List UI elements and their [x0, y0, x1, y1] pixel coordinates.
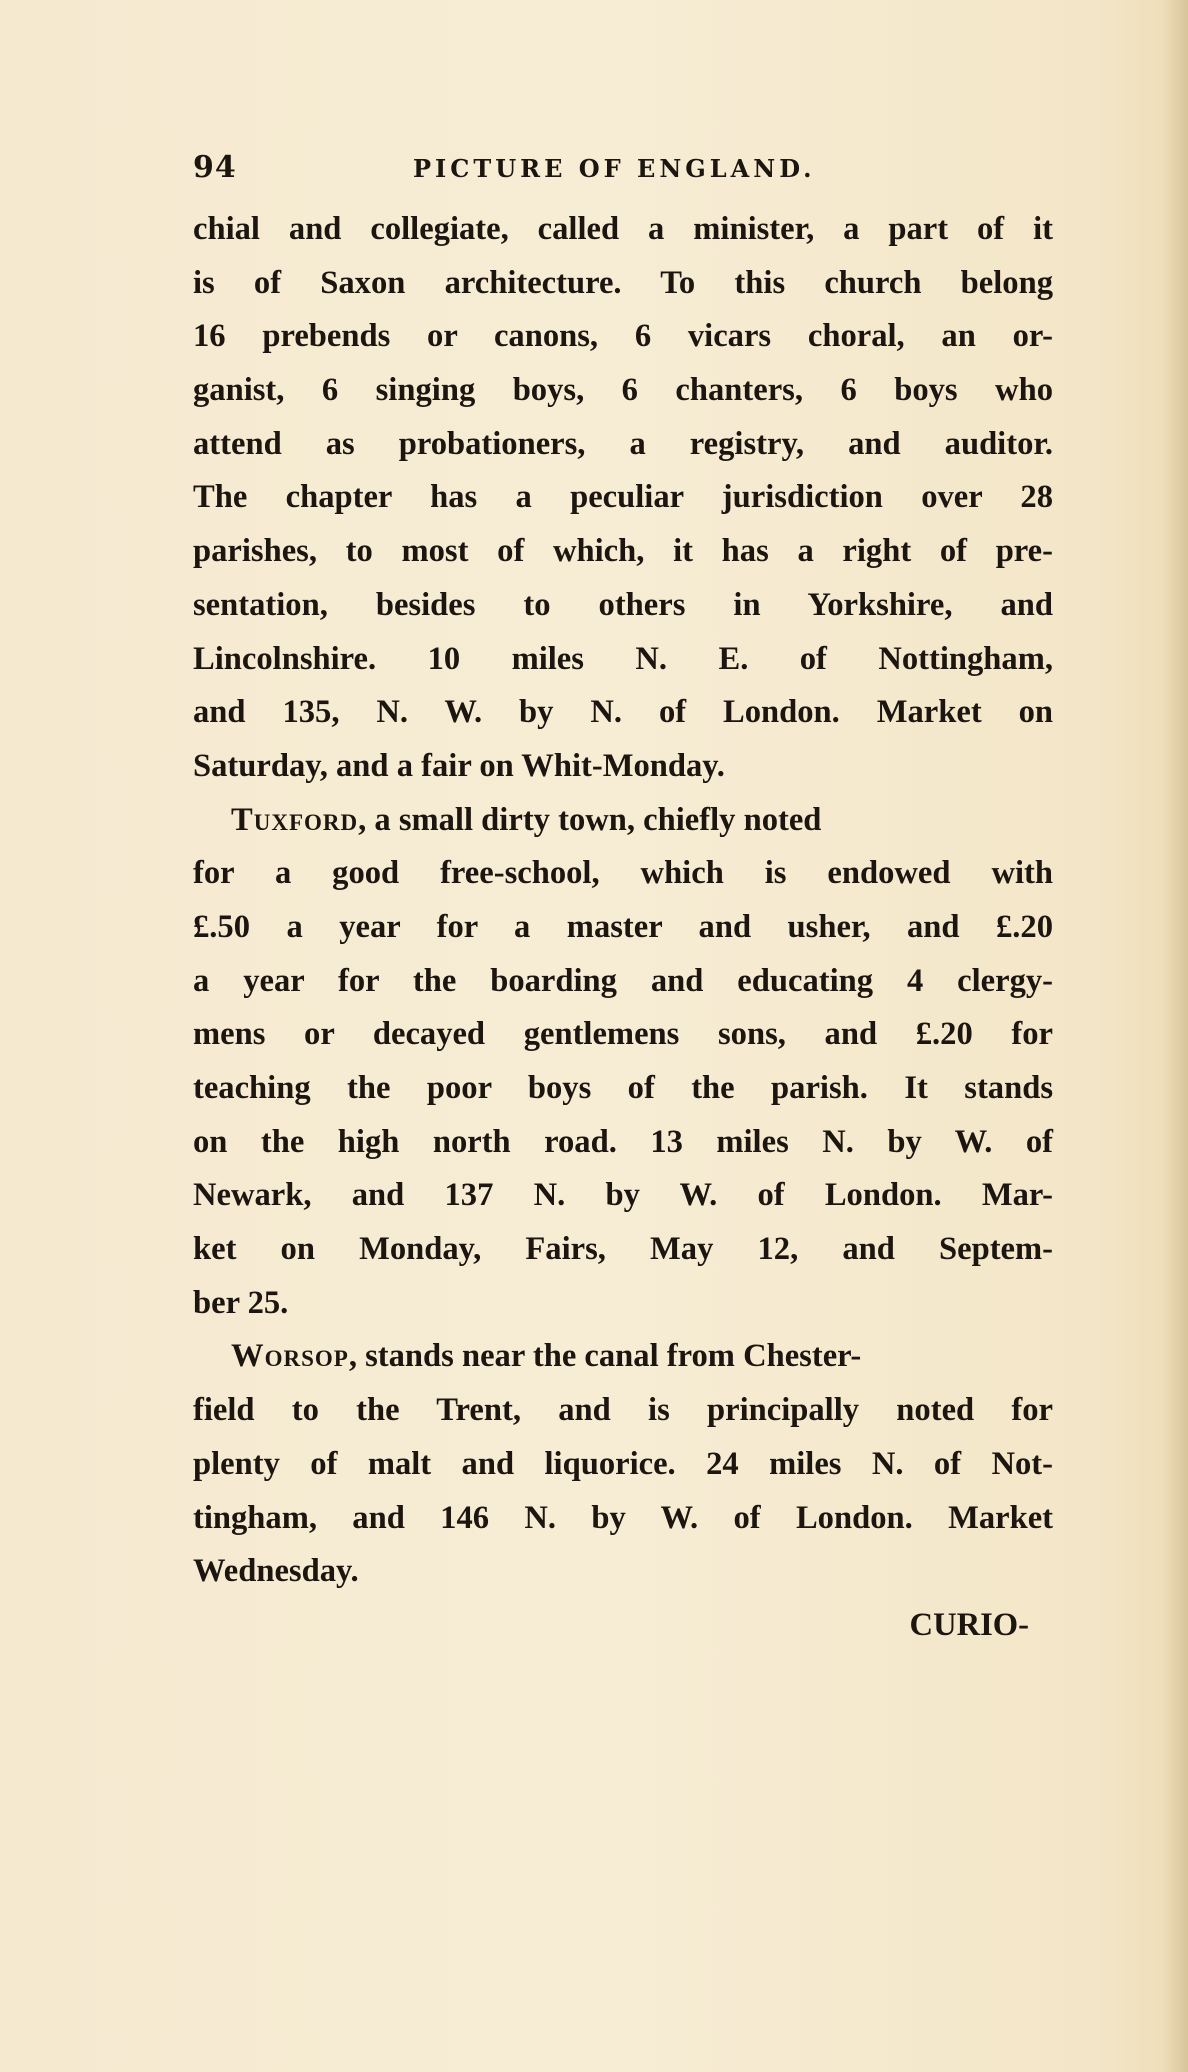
text-line: £.50 a year for a master and usher, and £.20 [193, 908, 1053, 945]
text-line: attend as probationers, a registry, and auditor. [193, 425, 1053, 462]
text-line: ganist, 6 singing boys, 6 chanters, 6 boys who [193, 372, 1053, 409]
text-line-last: Saturday, and a fair on Whit-Monday. [193, 747, 725, 784]
text-line: Lincolnshire. 10 miles N. E. of Nottingham, [193, 640, 1053, 677]
text-line: sentation, besides to others in Yorkshire, and [193, 586, 1053, 623]
text-line: for a good free-school, which is endowed with [193, 855, 1053, 892]
text-line: tingham, and 146 N. by W. of London. Market [193, 1499, 1053, 1536]
text-line: a year for the boarding and educating 4 clergy- [193, 962, 1053, 999]
text-line: is of Saxon architecture. To this church belong [193, 264, 1053, 301]
text-line: and 135, N. W. by N. of London. Market on [193, 694, 1053, 731]
page-body [193, 203, 1053, 1653]
entry-tuxford-first-text: , a small dirty town, chiefly noted [358, 801, 822, 838]
entry-worsop-first-text: , stands near the canal from Chester- [348, 1338, 862, 1375]
text-line: ket on Monday, Fairs, May 12, and Septem- [193, 1231, 1053, 1268]
text-line: plenty of malt and liquorice. 24 miles N. of Not- [193, 1445, 1053, 1482]
entry-name-tuxford: Tuxford [231, 801, 359, 838]
text-line: on the high north road. 13 miles N. by W. of [193, 1123, 1053, 1160]
text-line: field to the Trent, and is principally noted for [193, 1392, 1053, 1429]
page-edge-shadow [1162, 0, 1188, 2072]
catchword: CURIO- [909, 1606, 1029, 1643]
entry-name-worsop: Worsop [231, 1338, 349, 1375]
running-head: PICTURE OF ENGLAND. [413, 154, 816, 183]
page-header [193, 150, 1053, 190]
entry-worsop-first-line [193, 1330, 1053, 1384]
page-number: 94 [193, 150, 237, 185]
text-line: chial and collegiate, called a minister, a part of it [193, 211, 1053, 247]
text-line: 16 prebends or canons, 6 vicars choral, an or- [193, 318, 1053, 355]
text-line: teaching the poor boys of the parish. It stands [193, 1070, 1053, 1106]
text-line: The chapter has a peculiar jurisdiction over 28 [193, 479, 1053, 516]
entry-tuxford-first-line [193, 794, 1053, 848]
text-line: parishes, to most of which, it has a right of pre- [193, 533, 1053, 570]
text-line: mens or decayed gentlemens sons, and £.20 for [193, 1016, 1053, 1053]
text-line-last: Wednesday. [193, 1553, 359, 1590]
text-line: Newark, and 137 N. by W. of London. Mar- [193, 1177, 1053, 1214]
text-line-last: ber 25. [193, 1284, 289, 1321]
